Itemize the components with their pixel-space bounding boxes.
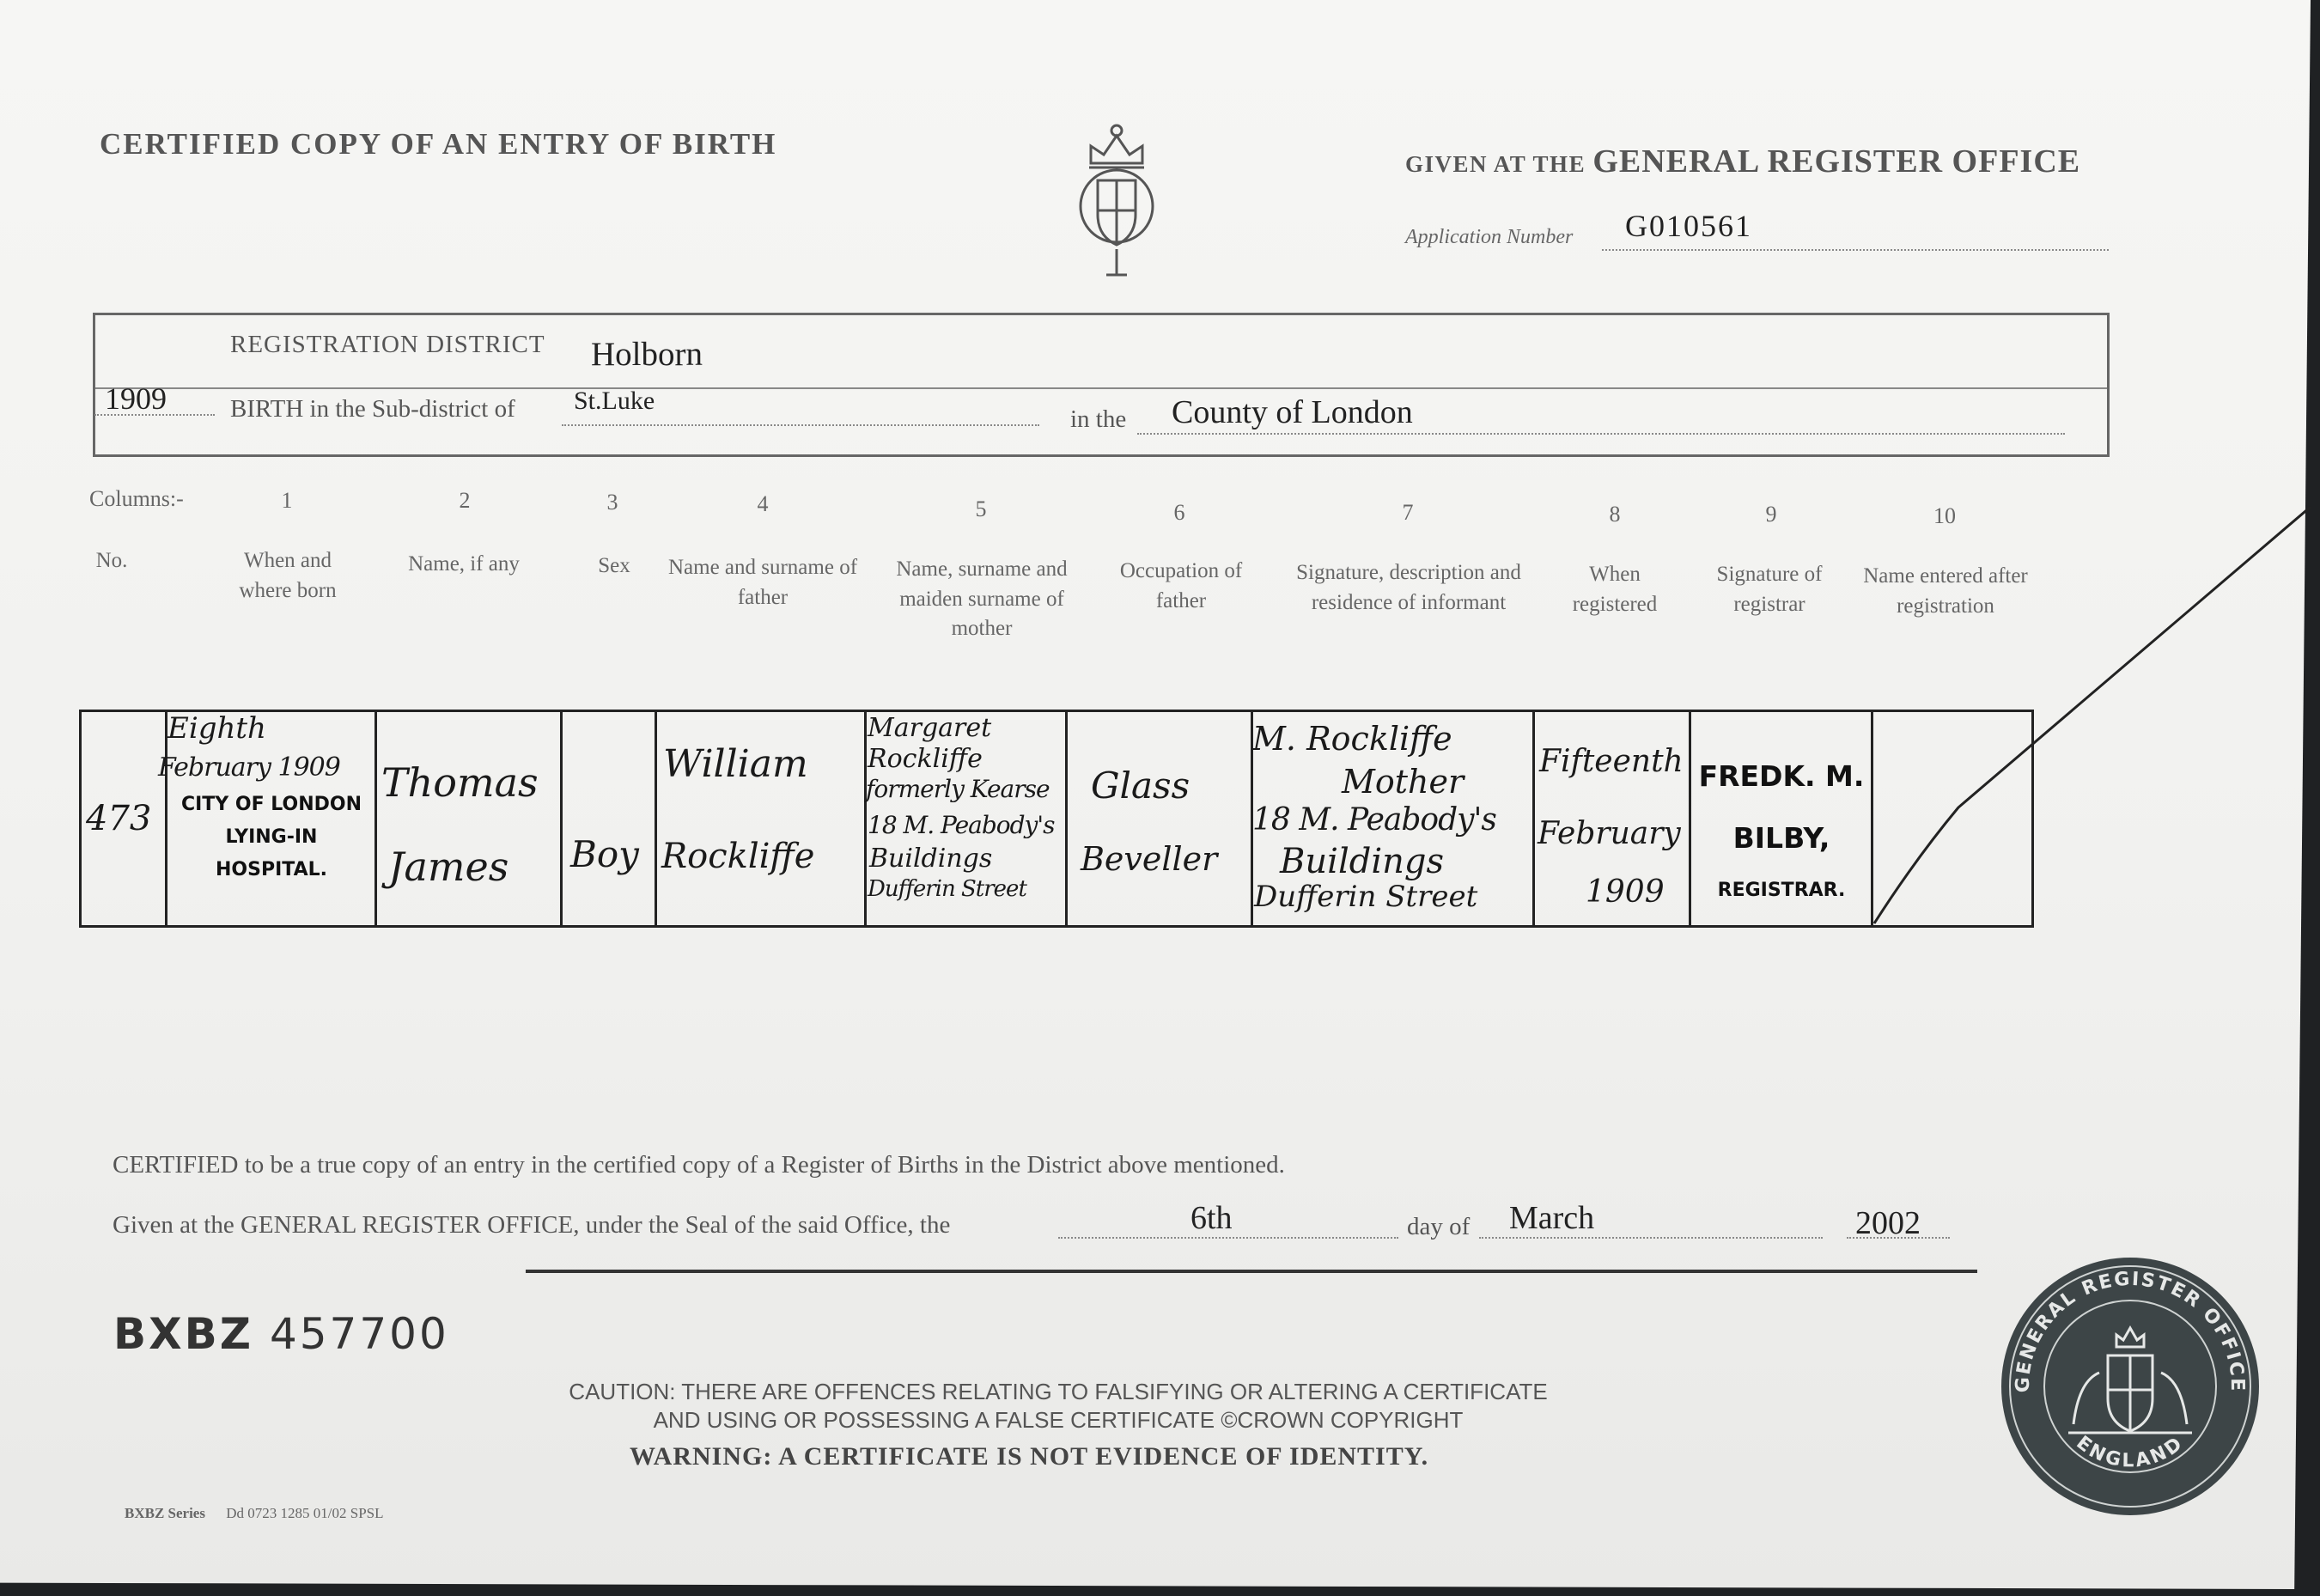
subdistrict: St.Luke bbox=[574, 387, 655, 415]
serial-prefix: BXBZ bbox=[113, 1309, 254, 1359]
royal-crest-icon bbox=[1065, 120, 1168, 292]
certificate-title: CERTIFIED COPY OF AN ENTRY OF BIRTH bbox=[100, 127, 777, 161]
column-heading-no: No. bbox=[95, 549, 128, 572]
entry-sex: Boy bbox=[570, 833, 639, 875]
column-number: 3 bbox=[606, 490, 618, 515]
county-line bbox=[1137, 433, 2065, 435]
entry-father-surname: Rockliffe bbox=[661, 837, 815, 876]
entry-mother-line: Margaret bbox=[868, 713, 992, 743]
column-number: 4 bbox=[757, 491, 769, 516]
entry-mother-line: Dufferin Street bbox=[868, 876, 1026, 902]
footer-series: BXBZ Series bbox=[125, 1505, 205, 1521]
in-the-label: in the bbox=[1070, 405, 1127, 433]
entry-when-day: Eighth bbox=[167, 711, 266, 746]
column-heading-when-where: When and where born bbox=[239, 549, 337, 602]
given-at-office: GENERAL REGISTER OFFICE bbox=[1592, 143, 2081, 180]
entry-informant-line: Buildings bbox=[1280, 842, 1445, 881]
month-line bbox=[1479, 1237, 1823, 1239]
entry-informant-line: Mother bbox=[1342, 763, 1464, 801]
certification-year: 2002 bbox=[1855, 1205, 1921, 1241]
certification-day: 6th bbox=[1190, 1200, 1233, 1236]
column-divider bbox=[864, 710, 867, 926]
gro-seal-icon bbox=[1996, 1252, 2264, 1520]
application-number-label: Application Number bbox=[1405, 226, 1574, 248]
given-at-heading bbox=[1405, 143, 2080, 180]
column-number: 10 bbox=[1933, 503, 1956, 528]
entry-registrar-line: FREDK. M. bbox=[1698, 759, 1865, 793]
column-number: 2 bbox=[459, 488, 471, 513]
identity-warning: WARNING: A CERTIFICATE IS NOT EVIDENCE OF IDENTITY. bbox=[630, 1442, 1429, 1471]
column-divider bbox=[655, 710, 657, 926]
signature-rule bbox=[526, 1270, 1977, 1273]
serial-number bbox=[113, 1309, 449, 1359]
column-heading-name: Name, if any bbox=[408, 552, 520, 576]
column-divider bbox=[1689, 710, 1691, 926]
subdistrict-line bbox=[562, 424, 1039, 426]
cancel-stroke bbox=[1864, 490, 2311, 936]
column-heading-mother: Name, surname and maiden surname of mother bbox=[896, 557, 1068, 640]
column-number: 9 bbox=[1765, 502, 1777, 527]
column-divider bbox=[560, 710, 563, 926]
county: County of London bbox=[1172, 394, 1413, 430]
registration-year: 1909 bbox=[105, 381, 167, 416]
entry-where-line: CITY OF LONDON bbox=[180, 794, 362, 815]
registration-district-label: REGISTRATION DISTRICT bbox=[230, 331, 545, 358]
registration-district: Holborn bbox=[591, 336, 703, 373]
application-number-line bbox=[1602, 249, 2109, 251]
entry-mother-line: Buildings bbox=[869, 844, 993, 874]
entry-registered-line: February bbox=[1538, 816, 1681, 851]
certification-statement: CERTIFIED to be a true copy of an entry in the certified copy of a Register of Births in the District above mentioned. bbox=[113, 1151, 1285, 1179]
column-divider bbox=[374, 710, 377, 926]
year-line bbox=[94, 414, 215, 416]
entry-father-forename: William bbox=[663, 742, 808, 786]
column-divider bbox=[1532, 710, 1535, 926]
entry-mother-line: formerly Kearse bbox=[866, 775, 1050, 803]
serial-digits: 457700 bbox=[269, 1309, 449, 1359]
column-heading-registrar: Signature of registrar bbox=[1716, 563, 1823, 616]
given-at-prefix: GIVEN AT THE bbox=[1405, 151, 1586, 177]
entry-registrar-line: REGISTRAR. bbox=[1717, 880, 1846, 901]
caution-line: CAUTION: THERE ARE OFFENCES RELATING TO FALSIFYING OR ALTERING A CERTIFICATE bbox=[569, 1379, 1548, 1404]
subdistrict-label: BIRTH in the Sub-district of bbox=[230, 395, 515, 423]
entry-name-first: Thomas bbox=[381, 759, 539, 806]
entry-where-line: LYING-IN bbox=[225, 826, 318, 848]
entry-informant-line: M. Rockliffe bbox=[1252, 720, 1452, 758]
application-number: G010561 bbox=[1625, 209, 1752, 243]
entry-name-second: James bbox=[388, 844, 509, 890]
column-heading-sex: Sex bbox=[598, 554, 630, 577]
column-heading-father: Name and surname of father bbox=[667, 556, 858, 609]
entry-where-line: HOSPITAL. bbox=[216, 859, 327, 880]
caution-line: AND USING OR POSSESSING A FALSE CERTIFICATE ©CROWN COPYRIGHT bbox=[653, 1406, 1464, 1433]
seal-text-bottom: ENGLAND bbox=[2072, 1432, 2189, 1472]
entry-registrar-line: BILBY, bbox=[1732, 821, 1830, 855]
entry-when-date: February 1909 bbox=[158, 752, 340, 783]
column-heading-registered: When registered bbox=[1572, 563, 1658, 616]
column-number: 5 bbox=[975, 496, 987, 521]
caution-notice bbox=[526, 1378, 1591, 1434]
entry-informant-line: 18 M. Peabody's bbox=[1252, 802, 1496, 838]
column-number: 8 bbox=[1609, 502, 1621, 527]
column-heading-informant: Signature, description and residence of informant bbox=[1296, 561, 1521, 614]
column-heading-occupation: Occupation of father bbox=[1119, 559, 1243, 612]
column-divider bbox=[1065, 710, 1068, 926]
given-at-statement: Given at the GENERAL REGISTER OFFICE, under the Seal of the said Office, the bbox=[113, 1211, 951, 1239]
entry-mother-line: 18 M. Peabody's bbox=[868, 811, 1055, 839]
entry-number: 473 bbox=[86, 799, 152, 838]
column-number: 6 bbox=[1173, 500, 1185, 525]
columns-label: Columns:- bbox=[89, 486, 184, 511]
day-of-label: day of bbox=[1407, 1213, 1471, 1240]
certification-month: March bbox=[1509, 1200, 1595, 1236]
footer-codes: Dd 0723 1285 01/02 SPSL bbox=[226, 1505, 384, 1521]
seal-text-top: GENERAL REGISTER OFFICE bbox=[2012, 1268, 2249, 1393]
entry-mother-line: Rockliffe bbox=[868, 744, 983, 774]
column-heading-name-entered: Name entered after registration bbox=[1863, 564, 2028, 618]
entry-registered-line: Fifteenth bbox=[1539, 744, 1684, 779]
entry-registered-line: 1909 bbox=[1586, 874, 1665, 910]
print-codes bbox=[125, 1505, 383, 1522]
column-number: 7 bbox=[1402, 500, 1414, 525]
entry-occupation-line: Glass bbox=[1091, 764, 1190, 807]
entry-informant-line: Dufferin Street bbox=[1254, 880, 1478, 914]
entry-occupation-line: Beveller bbox=[1081, 840, 1218, 878]
column-number: 1 bbox=[281, 488, 293, 513]
day-line bbox=[1058, 1237, 1398, 1239]
